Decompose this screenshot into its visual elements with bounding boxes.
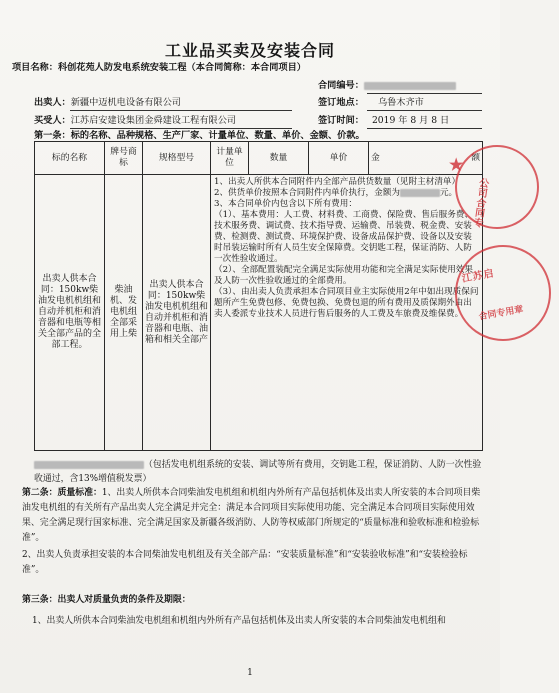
header-amount: 金 额 — [369, 142, 483, 175]
header-unit: 计量单位 — [211, 142, 249, 175]
header-spec: 规格型号 — [143, 142, 211, 175]
sign-date-line — [318, 115, 449, 127]
buyer-name: 江苏启安建设集团金舜建设工程有限公司 — [70, 115, 237, 126]
fee-item: （3）、由出卖人负责承担本合同项目业主实际使用2年中如出现质保问题所产生免费包修、免费包换、免费包退的所有费用及质保期外由出卖人委派专业技术人员进行售后服务的人工费及车旅费及维保费。 — [214, 287, 479, 319]
article1-heading: 第一条：标的名称、品种规格、生产厂家、计量单位、数量、单价、金额、价款。 — [34, 130, 365, 141]
sign-place-line — [318, 97, 424, 109]
project-value: 科创花苑人防发电系统安装工程（本合同简称：本合同项目） — [57, 62, 306, 73]
article2-heading: 第二条：质量标准： — [22, 488, 102, 498]
seal-stamp-top: 公司合同专 ★ — [455, 145, 539, 229]
sign-date-label: 签订时间： — [318, 115, 364, 126]
seller-label: 出卖人： — [34, 97, 71, 108]
article3-heading: 第三条：出卖人对质量负责的条件及期限： — [22, 595, 191, 605]
document-title: 工业品买卖及安装合同 — [164, 41, 335, 60]
buyer-label: 买受人： — [34, 115, 71, 126]
redacted-contract-no — [364, 82, 456, 90]
header-unit-price: 单价 — [309, 142, 369, 175]
fee-item: 3、本合同单价内包含以下所有费用： — [214, 199, 357, 209]
sign-date-value: 2019 年 8 月 8 日 — [371, 115, 450, 126]
header-brand: 牌号商标 — [105, 142, 143, 175]
cell-goods-name: 出卖人供本合同：150kw柴油发电机机组和自动并机柜和消音器和电瓶等相关全部产品的全部工程。 — [35, 175, 105, 451]
table-header-row — [35, 142, 483, 175]
buyer-line — [34, 115, 236, 127]
seller-name: 新疆中迈机电设备有限公司 — [70, 97, 181, 108]
cell-brand: 柴油机、发电机组全部采用上柴 — [105, 175, 143, 451]
page-number: 1 — [247, 668, 253, 678]
fee-item: （1）、基本费用：人工费、材料费、工商费、保险费、售后服务费、技术服务费、调试费、技术指导费、运输费、吊装费、税金费、安装费、检测费、测试费、环境保护费、设备成品保护费、设备以及安装时吊装运输时所有人员生安全保障费。交钥匙工程，保证消防、人防一次性验收通过。 — [214, 210, 473, 264]
redacted-amount — [400, 189, 440, 197]
article2 — [22, 486, 482, 578]
total-note: （包括发电机组系统的安装、调试等所有费用，交钥匙工程，保证消防、人防一次性验收通过，含13%增值税发票） — [34, 460, 482, 484]
contract-no-line — [318, 80, 456, 92]
fee-item: （2）、全部配置装配完全满足实际使用功能和完全满足实际使用效果及人防一次性验收通过的全部费用。 — [214, 265, 473, 286]
header-qty: 数量 — [249, 142, 309, 175]
seal-stamp-bottom: 江苏启 合同专用章 — [447, 237, 558, 348]
article2-para-2: 2、出卖人负责承担安装的本合同柴油发电机组及有关全部产品：“安装质量标准”和“安装验收标准”和“安装检验标准”。 — [22, 550, 468, 575]
table-row — [35, 175, 483, 451]
project-label: 项目名称： — [12, 62, 58, 73]
project-line — [12, 62, 306, 74]
article3 — [22, 593, 482, 629]
redacted-total — [34, 461, 144, 469]
fee-item: 2、供货单价按照本合同附件内单价执行，金额为 元。 — [214, 188, 458, 198]
goods-table — [34, 141, 483, 451]
article2-para-1: 1、出卖人所供本合同柴油发电机组和机组内外所有产品包括机体及出卖人所安装的本合同项目柴油发电机组的有关所有产品出卖人完全满足并完全：满足本合同项目实际使用功能、完全满足本合同项目实际使用效果、完全满足现行国家标准、完全满足国家及新疆各级消防、人防等权威部门所规定的“质量标准和验收标准和检验标准”。 — [22, 488, 481, 543]
header-name: 标的名称 — [35, 142, 105, 175]
fee-item: 1、出卖人所供本合同附件内全部产品供货数量（见附主材清单） — [214, 177, 461, 187]
sign-place-label: 签订地点： — [318, 97, 364, 108]
contract-no-label: 合同编号： — [318, 80, 364, 91]
cell-fee-items — [211, 175, 483, 451]
sign-place-value: 乌鲁木齐市 — [377, 97, 424, 108]
cell-spec: 出卖人供本合同：150kw柴油发电机机组和自动并机柜和消音器和电瓶、油箱和相关全部产 — [143, 175, 211, 451]
article3-para-1: 1、出卖人所供本合同柴油发电机组和机组内外所有产品包括机体及出卖人所安装的本合同柴油发电机组和 — [32, 616, 446, 626]
seller-line — [34, 97, 181, 109]
